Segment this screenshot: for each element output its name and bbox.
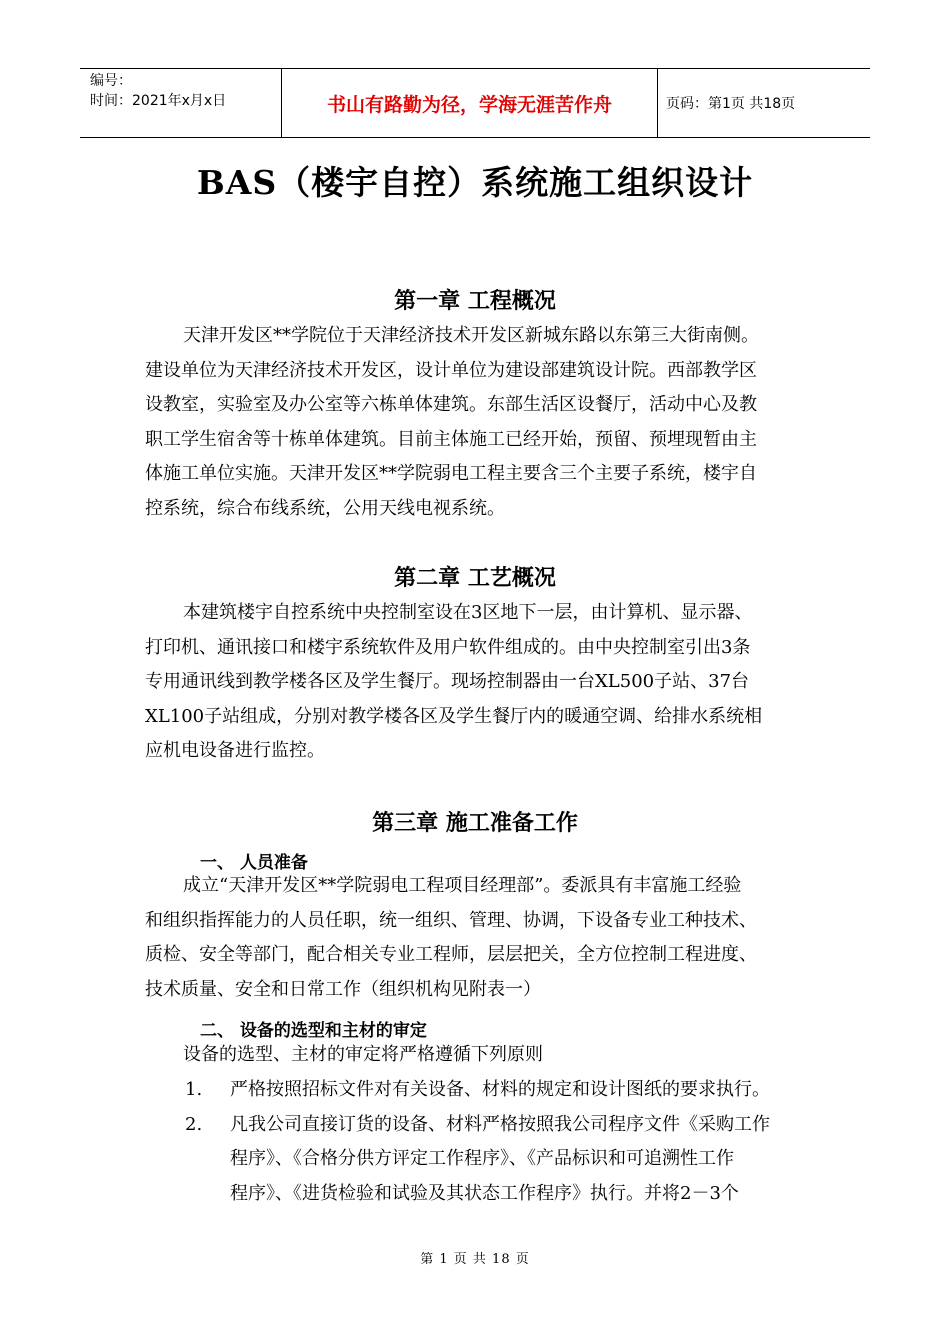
paragraph-line: 专用通讯线到教学楼各区及学生餐厅。现场控制器由一台XL500子站、37台: [145, 671, 750, 692]
paragraph-line: 成立“天津开发区**学院弱电工程项目经理部”。委派具有丰富施工经验: [183, 875, 742, 896]
chapter1-heading: 第一章 工程概况: [394, 289, 556, 314]
document-title: BAS（楼宇自控）系统施工组织设计: [196, 163, 754, 202]
section1-body: [145, 869, 810, 1007]
header-meta-cell: [80, 69, 281, 137]
chapter3-heading: 第三章 施工准备工作: [372, 811, 578, 836]
list-item-text: 凡我公司直接订货的设备、材料严格按照我公司程序文件《采购工作: [230, 1114, 770, 1135]
list-item-number: 2.: [185, 1114, 203, 1135]
paragraph-line: 和组织指挥能力的人员任职，统一组织、管理、协调，下设备专业工种技术、: [145, 909, 757, 931]
paragraph-line: 应机电设备进行监控。: [145, 740, 325, 761]
paragraph-line: 本建筑楼宇自控系统中央控制室设在3区地下一层，由计算机、显示器、: [183, 602, 753, 623]
list-item-number: 1.: [185, 1079, 203, 1100]
chapter2-heading: 第二章 工艺概况: [394, 566, 556, 591]
chapter1-body: [145, 319, 810, 526]
page-footer: 第 1 页 共 18 页: [420, 1252, 530, 1267]
paragraph-line: 职工学生宿舍等十栋单体建筑。目前主体施工已经开始，预留、预埋现暂由主: [145, 428, 757, 450]
paragraph-line: 技术质量、安全和日常工作（组织机构见附表一）: [145, 978, 541, 1000]
section2-intro: [145, 1038, 810, 1073]
number-label: 编号：: [90, 73, 132, 89]
paragraph-line: XL100子站组成，分别对教学楼各区及学生餐厅内的暖通空调、给排水系统相: [145, 705, 763, 727]
time-label: 时间：2021年x月x日: [90, 93, 227, 109]
paragraph-line: 质检、安全等部门，配合相关专业工程师，层层把关，全方位控制工程进度、: [145, 944, 757, 965]
paragraph-line: 控系统，综合布线系统，公用天线电视系统。: [145, 497, 505, 519]
paragraph-line: 建设单位为天津经济技术开发区，设计单位为建设部建筑设计院。西部教学区: [145, 359, 757, 381]
document-header: [80, 68, 870, 138]
list-item-text: 程序》、《合格分供方评定工作程序》、《产品标识和可追溯性工作: [230, 1148, 734, 1169]
paragraph-line: 体施工单位实施。天津开发区**学院弱电工程主要含三个主要子系统，楼宇自: [145, 463, 757, 484]
section2-heading: 二、 设备的选型和主材的审定: [200, 1021, 427, 1041]
list-item-text: 严格按照招标文件对有关设备、材料的规定和设计图纸的要求执行。: [230, 1079, 770, 1100]
paragraph-line: 打印机、通讯接口和楼宇系统软件及用户软件组成的。由中央控制室引出3条: [145, 636, 751, 658]
chapter2-body: [145, 596, 810, 769]
section1-heading: 一、 人员准备: [200, 853, 308, 873]
header-page-info: 页码：第1页 共18页: [666, 96, 796, 112]
paragraph-line: 设备的选型、主材的审定将严格遵循下列原则: [183, 1044, 543, 1065]
header-motto: 书山有路勤为径，学海无涯苦作舟: [281, 69, 658, 137]
paragraph-line: 天津开发区**学院位于天津经济技术开发区新城东路以东第三大街南侧。: [183, 325, 759, 346]
paragraph-line: 设教室，实验室及办公室等六栋单体建筑。东部生活区设餐厅，活动中心及教: [145, 394, 757, 415]
list-item-text: 程序》、《进货检验和试验及其状态工作程序》执行。并将2－3个: [230, 1183, 739, 1204]
